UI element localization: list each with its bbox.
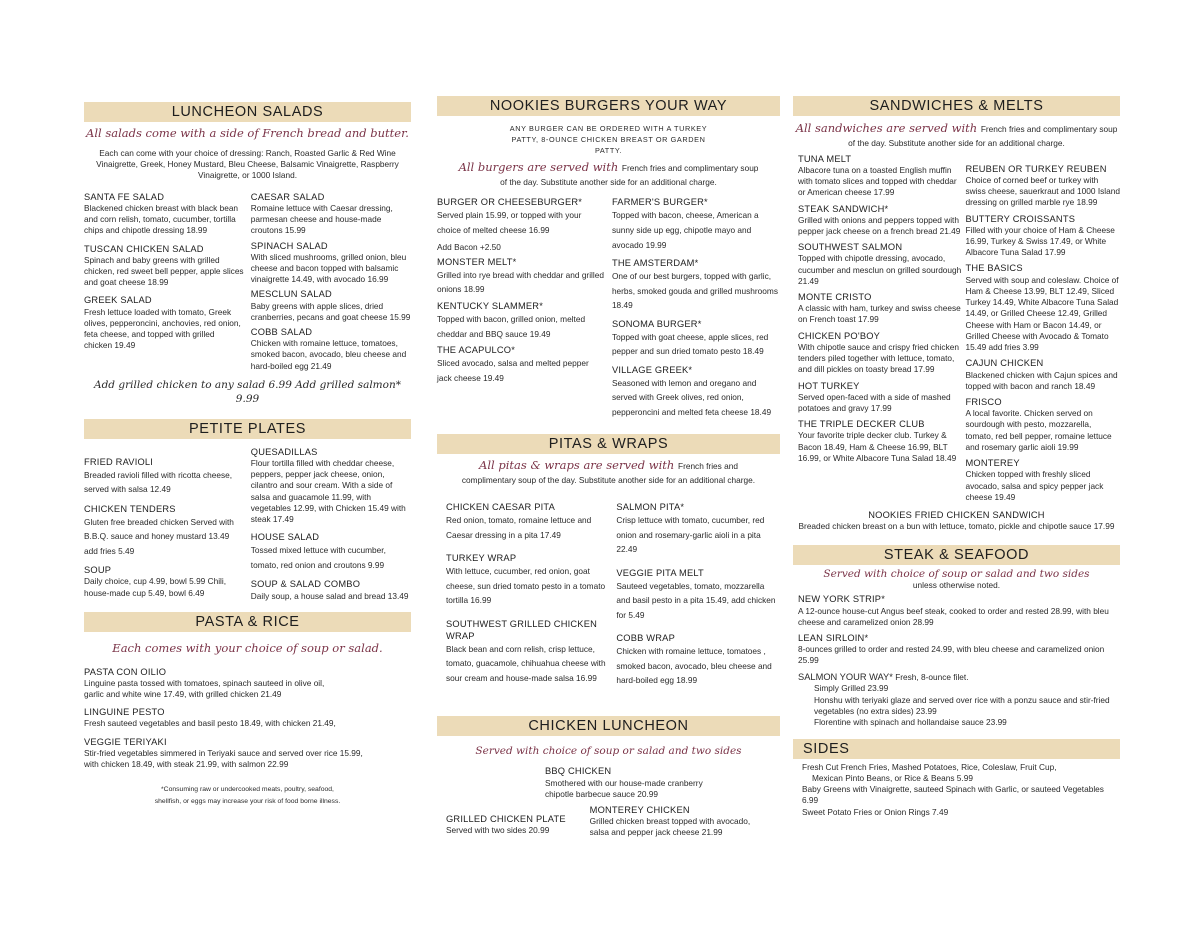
menu-item	[84, 666, 411, 701]
burgers-left	[437, 196, 605, 424]
item-desc: Stir-fried vegetables simmered in Teriyaki sauce and served over rice 15.99, with chicken 18.49, with steak 21.99, with salmon 22.99	[84, 747, 363, 769]
menu-item	[798, 330, 962, 376]
item-name: MONSTER MELT*	[437, 256, 517, 267]
menu-item	[437, 765, 780, 800]
steak-seafood-heading: STEAK & SEAFOOD	[793, 545, 1120, 565]
menu-item	[612, 196, 780, 252]
food-safety-footnote: *Consuming raw or undercooked meats, poultry, seafood, shellfish, or eggs may increase your risk of food borne illness.	[154, 786, 341, 805]
item-name: TURKEY WRAP	[446, 553, 517, 564]
menu-item	[251, 191, 411, 237]
item-desc: A 12-ounce house-cut Angus beef steak, cooked to order and rested 28.99, with bleu cheese and caramelized onion 28.99	[798, 605, 1109, 627]
menu-column-left	[84, 96, 411, 807]
petite-plates-right	[251, 446, 411, 608]
item-name: FRIED RAVIOLI	[84, 456, 154, 467]
menu-item	[798, 153, 962, 199]
item-name: FRISCO	[965, 397, 1002, 408]
pitas-right	[616, 501, 780, 694]
burgers-tagline	[437, 161, 780, 189]
item-name: CAJUN CHICKEN	[965, 358, 1044, 369]
salmon-your-way	[798, 671, 1120, 684]
item-name: BBQ CHICKEN	[545, 766, 612, 777]
item-intro: Fresh, 8-ounce filet.	[892, 671, 969, 682]
item-name: BUTTERY CROISSANTS	[965, 213, 1076, 224]
item-name: MONTE CRISTO	[798, 292, 872, 303]
menu-item	[612, 364, 780, 420]
item-desc: Served with two sides 20.99	[446, 825, 550, 836]
pasta-rice-list	[84, 666, 411, 771]
item-name: MONTEREY	[965, 458, 1020, 469]
item-name: MESCLUN SALAD	[250, 289, 332, 300]
item-desc: Smothered with our house-made cranberry chipotle barbecue sauce 20.99	[545, 777, 703, 799]
item-name: THE ACAPULCO*	[437, 345, 516, 356]
menu-column-right	[793, 96, 1120, 818]
item-name: COBB SALAD	[250, 327, 313, 338]
petite-plates-list	[84, 446, 411, 608]
menu-item	[84, 456, 244, 497]
burgers-heading: NOOKIES BURGERS YOUR WAY	[437, 96, 780, 116]
item-name: CHICKEN CAESAR PITA	[446, 501, 556, 512]
item-desc: A local favorite. Chicken served on sourdough with pesto, mozzarella, tomato, red bell pepper, romaine lettuce and rosemary garlic aioli 19.99	[965, 408, 1112, 453]
menu-item	[84, 706, 411, 729]
menu-item	[84, 503, 244, 559]
salad-addon-note: Add grilled chicken to any salad 6.99 Add grilled salmon* 9.99	[94, 379, 401, 406]
item-desc: Served open-faced with a side of mashed potatoes and gravy 17.99	[798, 391, 951, 413]
menu-item	[612, 257, 780, 313]
item-name: CHICKEN PO'BOY	[798, 330, 881, 341]
menu-item	[84, 191, 244, 237]
item-name: TUNA MELT	[798, 153, 852, 164]
menu-item	[793, 509, 1120, 532]
menu-item	[798, 671, 1120, 729]
menu-item	[446, 804, 586, 839]
sides-line: Fresh Cut French Fries, Mashed Potatoes, Rice, Coleslaw, Fruit Cup,	[802, 761, 1057, 772]
item-desc: Breaded ravioli filled with ricotta cheese, served with salsa 12.49	[84, 469, 233, 495]
item-name: LINGUINE PESTO	[84, 707, 165, 718]
item-name: LEAN SIRLOIN*	[798, 633, 869, 644]
item-name: VEGGIE TERIYAKI	[84, 736, 167, 747]
menu-item	[798, 380, 962, 415]
item-desc: Topped with bacon, cheese, American a sunny side up egg, chipotle mayo and avocado 19.99	[611, 210, 759, 250]
petite-plates-left	[84, 446, 244, 608]
item-name: FARMER'S BURGER*	[611, 197, 708, 208]
salmon-option: Simply Grilled 23.99	[814, 683, 889, 694]
item-name: TUSCAN CHICKEN SALAD	[84, 243, 204, 254]
item-desc: A classic with ham, turkey and swiss cheese on French toast 17.99	[798, 303, 961, 325]
item-name: VEGGIE PITA MELT	[616, 567, 704, 578]
item-name: KENTUCKY SLAMMER*	[437, 300, 544, 311]
item-name: CAESAR SALAD	[250, 191, 325, 202]
salmon-option: Florentine with spinach and hollandaise sauce 23.99	[814, 717, 1007, 728]
menu-item	[84, 564, 244, 599]
menu-item	[965, 213, 1120, 259]
item-name: GRILLED CHICKEN PLATE	[446, 814, 566, 825]
item-desc: Blackened chicken with Cajun spices and topped with bacon and ranch 18.49	[965, 369, 1118, 391]
sandwiches-tagline	[793, 122, 1120, 150]
item-desc: Chicken with romaine lettuce, tomatoes, smoked bacon, avocado, bleu cheese and hard-boiled egg 21.49	[250, 338, 407, 371]
menu-item	[437, 196, 605, 252]
luncheon-salads-tagline: All salads come with a side of French bread and butter.	[86, 126, 409, 140]
item-name: SOUP	[84, 565, 112, 576]
item-desc: With lettuce, cucumber, red onion, goat cheese, sun dried tomato pesto in a tomato tortilla 16.99	[446, 566, 606, 606]
item-name: SOUP & SALAD COMBO	[250, 579, 361, 590]
menu-item	[84, 294, 244, 351]
item-desc: Red onion, tomato, romaine lettuce and Caesar dressing in a pita 17.49	[446, 515, 592, 540]
item-desc: Grilled with onions and peppers topped with pepper jack cheese on a french bread 21.49	[798, 214, 961, 236]
pitas-tagline-plain: French fries and complimentary soup of the day. Substitute another side for an additional charge.	[461, 461, 756, 486]
luncheon-salads-list	[84, 191, 411, 375]
steak-list	[793, 593, 1120, 728]
pitas-heading: PITAS & WRAPS	[437, 434, 780, 454]
menu-item	[251, 531, 411, 572]
item-name: GREEK SALAD	[84, 295, 152, 306]
item-desc: Blackened chicken breast with black bean and corn relish, tomato, cucumber, tortilla chips and chipotle dressing 18.99	[84, 202, 239, 236]
item-desc: Choice of corned beef or turkey with swiss cheese, sauerkraut and 1000 Island dressing on grilled marble rye 18.99	[965, 174, 1120, 208]
item-desc: Tossed mixed lettuce with cucumber, tomato, red onion and croutons 9.99	[250, 545, 386, 570]
item-name: MONTEREY CHICKEN	[589, 805, 690, 816]
menu-item	[251, 326, 411, 372]
sandwiches-tagline-script: All sandwiches are served with	[795, 121, 978, 135]
luncheon-salads-heading: LUNCHEON SALADS	[84, 102, 411, 122]
chicken-luncheon-heading: CHICKEN LUNCHEON	[437, 716, 780, 736]
menu-item	[965, 457, 1120, 503]
item-desc: Grilled chicken breast topped with avocado, salsa and pepper jack cheese 21.99	[589, 816, 751, 838]
chicken-luncheon-list	[437, 804, 780, 839]
item-desc: Grilled into rye bread with cheddar and grilled onions 18.99	[437, 269, 604, 295]
item-desc: Daily choice, cup 4.99, bowl 5.99 Chili, house-made cup 5.49, bowl 6.49	[84, 576, 227, 598]
menu-item	[251, 240, 411, 286]
menu-item	[251, 288, 411, 323]
item-desc: Fresh sauteed vegetables and basil pesto 18.49, with chicken 21.49,	[84, 718, 336, 729]
item-desc: With sliced mushrooms, grilled onion, bleu cheese and bacon topped with balsamic vinaigrette 14.49, with avocado 16.99	[250, 251, 407, 285]
pasta-rice-heading: PASTA & RICE	[84, 612, 411, 632]
item-desc: 8-ounces grilled to order and rested 24.99, with bleu cheese and caramelized onion 25.99	[798, 644, 1105, 666]
item-desc: Topped with goat cheese, apple slices, red pepper and sun dried tomato pesto 18.49	[611, 331, 769, 357]
item-name: NEW YORK STRIP*	[798, 594, 886, 605]
chicken-luncheon-tagline: Served with choice of soup or salad and two sides	[475, 744, 742, 757]
petite-plates-heading: PETITE PLATES	[84, 419, 411, 439]
menu-item	[798, 632, 1120, 667]
menu-item	[84, 243, 244, 289]
item-name: PASTA CON OILIO	[84, 666, 167, 677]
burgers-right	[612, 196, 780, 424]
menu-item	[590, 804, 780, 839]
burgers-tagline-plain: French fries and complimentary soup of the day. Substitute another side for an additional charge.	[500, 162, 759, 187]
sandwiches-list	[793, 153, 1120, 508]
menu-item	[612, 318, 780, 359]
menu-item	[251, 578, 411, 601]
sandwiches-right	[965, 153, 1120, 508]
item-name: SONOMA BURGER*	[611, 318, 702, 329]
item-desc: Flour tortilla filled with cheddar cheese, peppers, pepper jack cheese, onion, cilantro and sour cream. With a side of salsa and guacamole 11.99, with vegetables 12.99, with Chicken 15.49 with steak 17.49	[250, 457, 406, 525]
item-desc: Served plain 15.99, or topped with your choice of melted cheese 16.99	[437, 210, 582, 235]
pitas-left	[446, 501, 610, 694]
pitas-tagline	[437, 459, 780, 487]
menu-item	[798, 203, 962, 238]
steak-tagline-note: unless otherwise noted.	[912, 580, 1001, 591]
sides-line: Mexican Pinto Beans, or Rice & Beans 5.99	[812, 772, 973, 783]
item-name: THE BASICS	[965, 263, 1023, 274]
menu-item	[437, 300, 605, 341]
item-name: BURGER OR CHEESEBURGER*	[437, 197, 583, 208]
menu-column-middle	[437, 96, 780, 839]
item-desc: Romaine lettuce with Caesar dressing, parmesan cheese and house-made croutons 15.99	[250, 202, 393, 236]
item-name: SOUTHWEST GRILLED CHICKEN WRAP	[446, 618, 598, 641]
item-name: SANTA FE SALAD	[84, 191, 165, 202]
item-name: SOUTHWEST SALMON	[798, 242, 903, 253]
item-desc: Topped with chipotle dressing, avocado, cucumber and mesclun on grilled sourdough 21.49	[798, 253, 962, 286]
sandwiches-left	[798, 153, 962, 508]
menu-item	[251, 446, 411, 526]
item-name: SALMON PITA*	[616, 501, 685, 512]
item-desc: Chicken with romaine lettuce, tomatoes , smoked bacon, avocado, bleu cheese and hard-boiled egg 18.99	[616, 646, 772, 686]
pitas-list	[437, 501, 780, 694]
item-desc: With chipotle sauce and crispy fried chicken tenders piled together with lettuce, tomato, and dill pickles on toasty bread 17.99	[798, 341, 959, 375]
sides-list	[793, 762, 1120, 818]
item-name: SALMON YOUR WAY*	[798, 671, 893, 682]
pitas-tagline-script: All pitas & wraps are served with	[479, 458, 675, 473]
item-name: STEAK SANDWICH*	[798, 203, 889, 214]
item-desc: Sliced avocado, salsa and melted pepper jack cheese 19.49	[437, 358, 589, 383]
item-desc: Chicken topped with freshly sliced avocado, salsa and spicy pepper jack cheese 19.49	[965, 469, 1104, 502]
steak-tagline: Served with choice of soup or salad and two sides	[823, 567, 1090, 580]
item-name: REUBEN OR TURKEY REUBEN	[965, 163, 1107, 174]
item-desc: Gluten free breaded chicken Served with B.B.Q. sauce and honey mustard 13.49 add fries 5.49	[84, 516, 234, 556]
item-desc: Served with soup and coleslaw. Choice of Ham & Cheese 13.99, BLT 12.49, Sliced Turkey 14.49, White Albacore Tuna Salad 14.49, or Grilled Cheese 12.49, Grilled Cheese with Ham or Bacon 14.49, or Grilled Cheese with Avocado & Tomato 15.49 add fries 3.99	[965, 274, 1119, 353]
menu-item	[798, 291, 962, 326]
menu-item	[437, 256, 605, 297]
dressing-note: Each can come with your choice of dressing: Ranch, Roasted Garlic & Red Wine Vinaigrette, Greek, Honey Mustard, Bleu Cheese, Balsamic Vinaigrette, Raspberry Vinaigrette, or 1000 Island.	[96, 147, 399, 181]
item-name: HOT TURKEY	[798, 380, 860, 391]
item-name: HOUSE SALAD	[250, 532, 320, 543]
menu-item	[84, 736, 411, 771]
sides-line: Baby Greens with Vinaigrette, sauteed Spinach with Garlic, or sauteed Vegetables 6.99	[802, 784, 1104, 806]
item-name: THE AMSTERDAM*	[611, 258, 699, 269]
luncheon-salads-left	[84, 191, 244, 375]
item-desc: One of our best burgers, topped with garlic, herbs, smoked gouda and grilled mushrooms 18.49	[611, 271, 778, 311]
item-desc: Fresh lettuce loaded with tomato, Greek olives, pepperoncini, anchovies, red onion, feta cheese, and topped with grilled chicken 19.49	[84, 306, 241, 351]
sides-line: Sweet Potato Fries or Onion Rings 7.49	[802, 806, 949, 817]
luncheon-salads-right	[251, 191, 411, 375]
burgers-list	[437, 196, 780, 424]
menu-item	[798, 593, 1120, 628]
item-name: COBB WRAP	[616, 633, 675, 644]
sides-heading: SIDES	[793, 739, 1120, 759]
item-name: NOOKIES FRIED CHICKEN SANDWICH	[868, 510, 1045, 521]
menu-item	[616, 501, 780, 557]
item-desc: Linguine pasta tossed with tomatoes, spinach sauteed in olive oil, garlic and white wine 17.49, with grilled chicken 21.49	[84, 677, 325, 699]
burgers-tagline-script: All burgers are served with	[458, 159, 619, 174]
menu-item	[965, 262, 1120, 353]
sandwiches-tagline-plain: French fries and complimentary soup of the day. Substitute another side for an additional charge.	[848, 124, 1118, 148]
menu-item	[965, 396, 1120, 453]
item-name: QUESADILLAS	[250, 446, 318, 457]
menu-item	[616, 632, 780, 688]
menu-item	[446, 552, 610, 608]
menu-item	[965, 357, 1120, 392]
menu-item	[446, 618, 610, 686]
menu-item	[798, 418, 962, 464]
item-desc: Filled with your choice of Ham & Cheese 16.99, Turkey & Swiss 17.49, or White Albacore Tuna Salad 17.99	[965, 224, 1115, 258]
item-desc: Baby greens with apple slices, dried cranberries, pecans and goat cheese 15.99	[250, 300, 411, 322]
item-desc: Daily soup, a house salad and bread 13.49	[250, 590, 409, 601]
menu-item	[798, 241, 962, 287]
salmon-option: Honshu with teriyaki glaze and served over rice with a ponzu sauce and stir-fried vegetables (no extra sides) 23.99	[814, 694, 1110, 716]
item-desc: Albacore tuna on a toasted English muffin with tomato slices and topped with cheddar or American cheese 17.99	[798, 164, 957, 198]
add-bacon-note: Add Bacon +2.50	[437, 241, 501, 252]
item-name: THE TRIPLE DECKER CLUB	[798, 419, 925, 430]
item-desc: Crisp lettuce with tomato, cucumber, red onion and rosemary-garlic aioli in a pita 22.49	[616, 515, 765, 555]
item-name: VILLAGE GREEK*	[611, 364, 693, 375]
menu-item	[446, 501, 610, 542]
item-desc: Spinach and baby greens with grilled chicken, red sweet bell pepper, apple slices and goat cheese 18.99	[84, 254, 244, 288]
item-name: CHICKEN TENDERS	[84, 503, 176, 514]
item-desc: Breaded chicken breast on a bun with lettuce, tomato, pickle and chipotle sauce 17.99	[798, 521, 1115, 532]
item-desc: Black bean and corn relish, crisp lettuce, tomato, guacamole, chihuahua cheese with sour cream and house-made salsa 16.99	[446, 643, 606, 683]
menu-item	[437, 344, 605, 385]
item-desc: Sauteed vegetables, tomato, mozzarella and basil pesto in a pita 15.49, add chicken for 5.49	[616, 580, 776, 620]
item-name: SPINACH SALAD	[250, 240, 328, 251]
sandwiches-heading: SANDWICHES & MELTS	[793, 96, 1120, 116]
burgers-patty-note: ANY BURGER CAN BE ORDERED WITH A TURKEY PATTY, 8-OUNCE CHICKEN BREAST OR GARDEN PATTY.	[509, 124, 708, 155]
menu-item	[965, 163, 1120, 209]
item-desc: Your favorite triple decker club. Turkey & Bacon 18.49, Ham & Cheese 16.99, BLT 16.99, or White Albacore Tuna Salad 18.49	[798, 430, 957, 463]
pasta-rice-tagline: Each comes with your choice of soup or salad.	[112, 640, 383, 655]
item-desc: Topped with bacon, grilled onion, melted cheddar and BBQ sauce 19.49	[437, 313, 586, 339]
menu-item	[616, 567, 780, 623]
item-desc: Seasoned with lemon and oregano and served with Greek olives, red onion, pepperoncini and melted feta cheese 18.49	[611, 377, 772, 417]
